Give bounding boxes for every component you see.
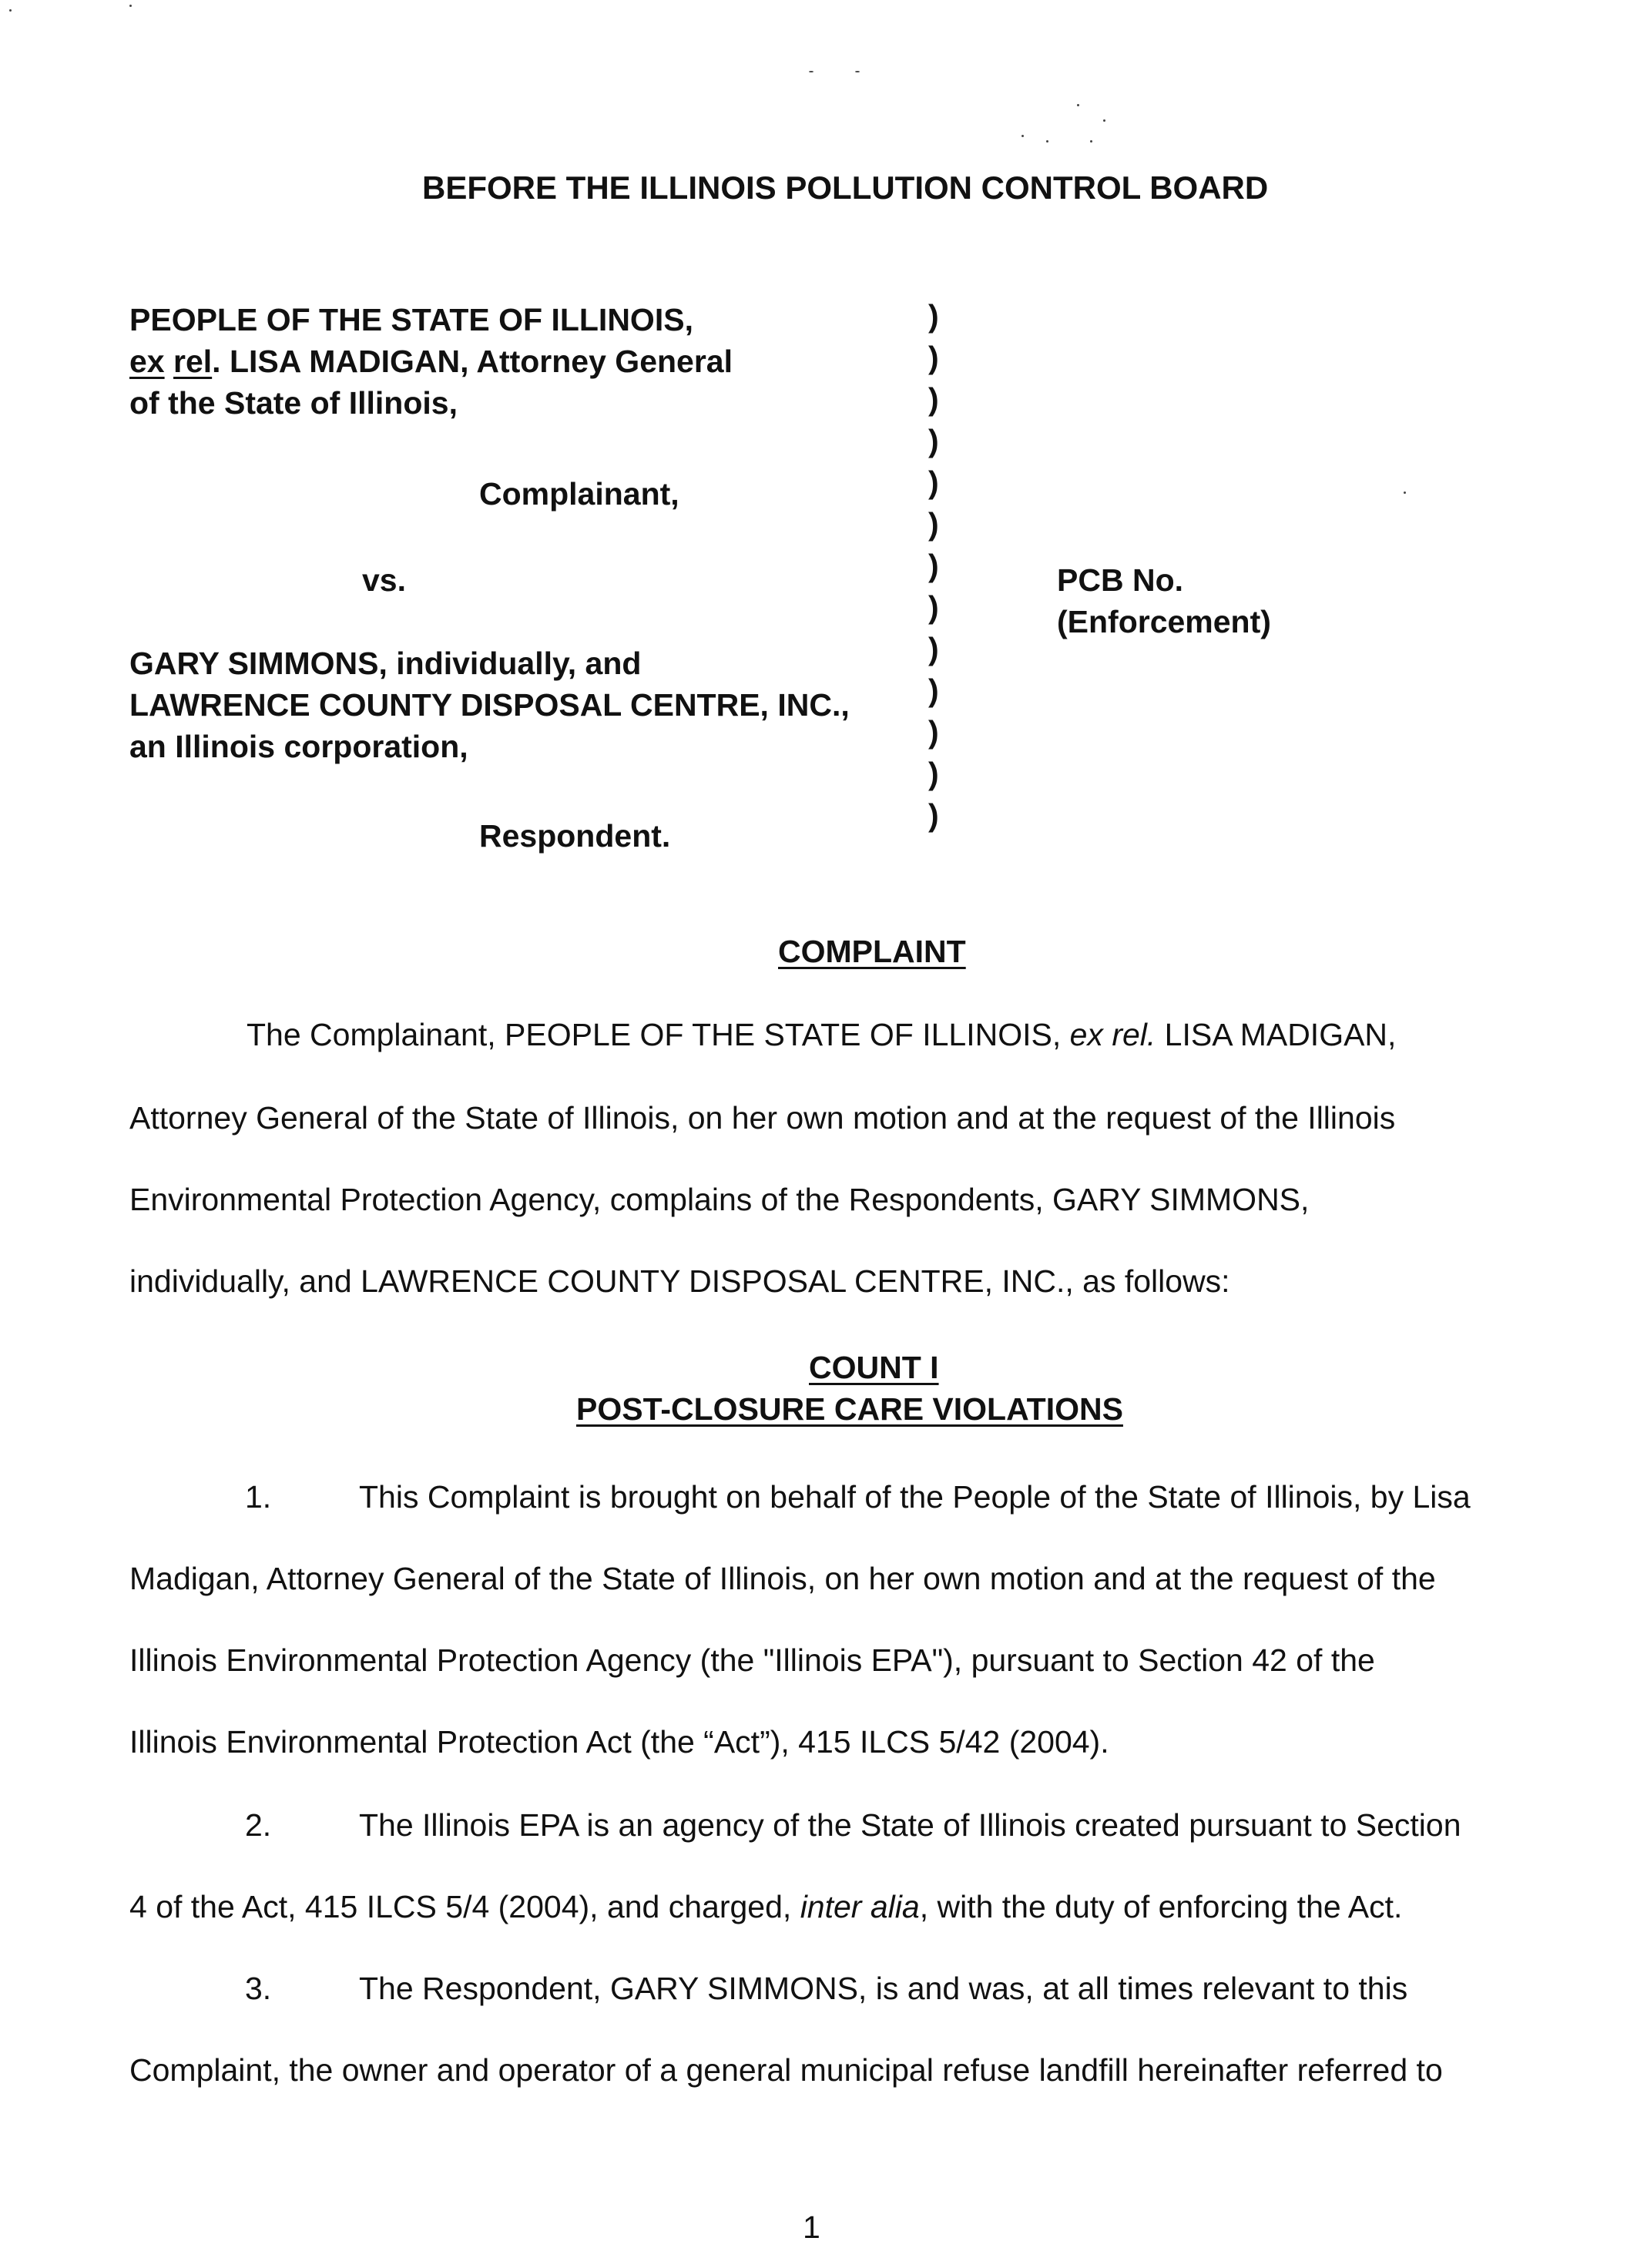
complainant-line-3: of the State of Illinois,: [129, 385, 458, 421]
complainant-line-1: PEOPLE OF THE STATE OF ILLINOIS,: [129, 302, 693, 337]
caption-paren: ): [928, 631, 939, 666]
caption-paren: ): [928, 548, 939, 583]
complainant-label: Complainant,: [479, 476, 679, 512]
paragraph-2-line-2-start: 4 of the Act, 415 ILCS 5/4 (2004), and charged,: [129, 1889, 800, 1924]
intro-line-4: individually, and LAWRENCE COUNTY DISPOSAL CENTRE, INC., as follows:: [129, 1263, 1230, 1299]
scan-speck: [809, 71, 814, 72]
caption-paren: ): [928, 589, 939, 625]
paragraph-1-line-2: Madigan, Attorney General of the State of Illinois, on her own motion and at the request of the: [129, 1561, 1436, 1596]
paragraph-1-number: 1.: [245, 1479, 272, 1515]
scan-speck: [1077, 104, 1079, 106]
scan-speck: [1103, 119, 1105, 122]
intro-line-1: [247, 1017, 1396, 1053]
respondent-line-1: GARY SIMMONS, individually, and: [129, 646, 642, 681]
complaint-heading: COMPLAINT: [778, 934, 966, 969]
enforcement-label: (Enforcement): [1057, 604, 1271, 639]
count-heading-line-2: POST-CLOSURE CARE VIOLATIONS: [576, 1391, 1123, 1427]
page-number: 1: [803, 2209, 820, 2245]
caption-paren: ): [928, 756, 939, 791]
intro-line-2: Attorney General of the State of Illinois, on her own motion and at the request of the Illinois: [129, 1100, 1396, 1136]
inter-alia-italic: inter alia: [800, 1889, 920, 1924]
caption-paren: ): [928, 381, 939, 417]
paragraph-3-number: 3.: [245, 1971, 272, 2006]
paragraph-2-line-2: [129, 1889, 1402, 1925]
paragraph-2-line-1: The Illinois EPA is an agency of the State of Illinois created pursuant to Section: [359, 1807, 1461, 1843]
scan-speck: [9, 9, 12, 12]
paragraph-1-line-1: This Complaint is brought on behalf of the People of the State of Illinois, by Lisa: [359, 1479, 1471, 1515]
scan-speck: [1404, 492, 1406, 494]
scan-speck: [855, 71, 860, 72]
caption-paren: ): [928, 506, 939, 542]
paragraph-2-number: 2.: [245, 1807, 272, 1843]
paragraph-1-line-3: Illinois Environmental Protection Agency (the "Illinois EPA"), pursuant to Section 42 of the: [129, 1642, 1375, 1678]
pcb-number-label: PCB No.: [1057, 562, 1183, 598]
intro-line-1-start: The Complainant, PEOPLE OF THE STATE OF ILLINOIS,: [247, 1017, 1070, 1052]
rel-text: rel: [173, 344, 213, 379]
scan-speck: [1090, 140, 1092, 143]
versus-text: vs.: [362, 562, 406, 598]
paragraph-3-line-1: The Respondent, GARY SIMMONS, is and was, at all times relevant to this: [359, 1971, 1408, 2006]
caption-paren: ): [928, 465, 939, 500]
complainant-line-2-rest: . LISA MADIGAN, Attorney General: [212, 344, 733, 379]
intro-line-1-end: LISA MADIGAN,: [1156, 1017, 1397, 1052]
caption-paren: ): [928, 673, 939, 708]
scan-speck: [1021, 135, 1024, 137]
respondent-label: Respondent.: [479, 818, 671, 854]
caption-paren: ): [928, 298, 939, 334]
caption-parenthesis-column: [928, 295, 939, 836]
respondent-line-3: an Illinois corporation,: [129, 729, 468, 764]
respondent-line-2: LAWRENCE COUNTY DISPOSAL CENTRE, INC.,: [129, 687, 850, 723]
ex-rel-italic: ex rel.: [1069, 1017, 1156, 1052]
complainant-line-2: [129, 339, 733, 384]
paragraph-1-line-4: Illinois Environmental Protection Act (the “Act”), 415 ILCS 5/42 (2004).: [129, 1724, 1109, 1760]
caption-paren: ): [928, 714, 939, 750]
caption-paren: ): [928, 340, 939, 375]
count-heading-line-1: COUNT I: [809, 1350, 939, 1385]
paragraph-2-line-2-end: , with the duty of enforcing the Act.: [919, 1889, 1403, 1924]
ex-text: ex: [129, 344, 165, 379]
caption-paren: ): [928, 423, 939, 458]
intro-line-3: Environmental Protection Agency, complains of the Respondents, GARY SIMMONS,: [129, 1182, 1310, 1217]
scan-speck: [129, 5, 132, 7]
board-title: BEFORE THE ILLINOIS POLLUTION CONTROL BOARD: [422, 169, 1269, 206]
scan-speck: [1046, 140, 1048, 143]
caption-paren: ): [928, 797, 939, 833]
paragraph-3-line-2: Complaint, the owner and operator of a general municipal refuse landfill hereinafter referred to: [129, 2052, 1443, 2088]
